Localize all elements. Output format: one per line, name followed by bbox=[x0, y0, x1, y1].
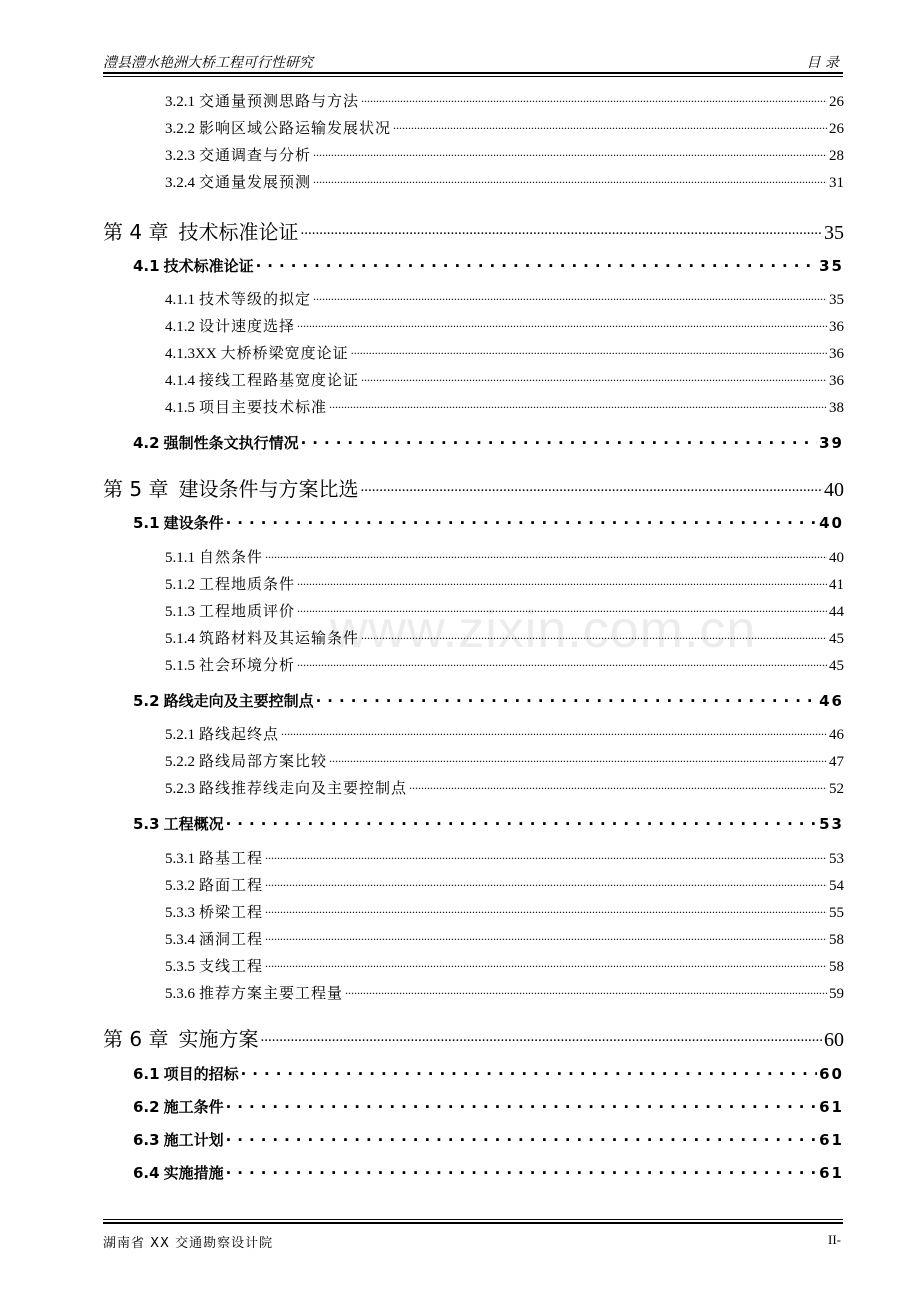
toc-entry-title: 交通调查与分析 bbox=[199, 146, 312, 164]
toc-entry-section[interactable] bbox=[133, 1162, 844, 1183]
toc-entry-title: 施工计划 bbox=[163, 1131, 224, 1149]
toc-entry-page: 40 bbox=[824, 479, 844, 501]
toc-entry-sub[interactable] bbox=[165, 342, 844, 363]
toc-dot-leader bbox=[265, 875, 827, 890]
toc-entry-label bbox=[165, 342, 349, 363]
toc-entry-number: 第 5 章 bbox=[103, 477, 169, 501]
toc-entry-sub[interactable] bbox=[165, 546, 844, 567]
toc-entry-number: 5.3 bbox=[133, 815, 160, 833]
toc-entry-page: 54 bbox=[829, 878, 844, 894]
toc-entry-title: 自然条件 bbox=[199, 548, 264, 566]
toc-entry-page: 26 bbox=[829, 94, 844, 110]
toc-entry-page: 36 bbox=[829, 373, 844, 389]
toc-entry-title: 影响区域公路运输发展状况 bbox=[199, 119, 392, 137]
toc-entry-label bbox=[103, 1023, 258, 1052]
toc-entry-number: 5.2.2 bbox=[165, 754, 195, 770]
toc-entry-sub[interactable] bbox=[165, 369, 844, 390]
toc-dot-leader bbox=[265, 929, 827, 944]
toc-entry-title: 设计速度选择 bbox=[199, 317, 296, 335]
toc-entry-number: 3.2.3 bbox=[165, 148, 195, 164]
toc-entry-title: 工程地质评价 bbox=[199, 602, 296, 620]
toc-entry-number: 4.1.4 bbox=[165, 373, 195, 389]
toc-dot-leader bbox=[300, 219, 822, 239]
page-header bbox=[103, 50, 843, 74]
toc-entry-label bbox=[165, 117, 391, 138]
toc-entry-section[interactable] bbox=[133, 690, 844, 711]
toc-entry-section[interactable] bbox=[133, 1129, 844, 1150]
toc-entry-label bbox=[133, 1162, 224, 1183]
toc-entry-label bbox=[165, 750, 327, 771]
toc-entry-label bbox=[133, 813, 224, 834]
toc-dot-leader bbox=[351, 343, 827, 358]
toc-entry-number: 5.2.1 bbox=[165, 727, 195, 743]
toc-entry-number: 5.2.3 bbox=[165, 781, 195, 797]
toc-entry-page: 36 bbox=[829, 346, 844, 362]
page-footer bbox=[103, 1222, 843, 1251]
toc-entry-label bbox=[165, 546, 263, 567]
toc-entry-number: 6.4 bbox=[133, 1164, 160, 1182]
toc-entry-page: 46 bbox=[819, 692, 844, 710]
toc-entry-chapter[interactable] bbox=[103, 1023, 844, 1052]
toc-dot-leader bbox=[329, 397, 827, 412]
toc-entry-title: 项目主要技术标准 bbox=[199, 398, 328, 416]
toc-entry-page: 55 bbox=[829, 905, 844, 921]
toc-entry-page: 60 bbox=[824, 1029, 844, 1051]
toc-dot-leader bbox=[345, 983, 827, 998]
toc-entry-sub[interactable] bbox=[165, 288, 844, 309]
toc-entry-page: 53 bbox=[819, 815, 844, 833]
toc-entry-page: 31 bbox=[829, 175, 844, 191]
toc-entry-chapter[interactable] bbox=[103, 473, 844, 502]
toc-entry-title: 路线推荐线走向及主要控制点 bbox=[199, 779, 408, 797]
toc-entry-label bbox=[165, 627, 359, 648]
toc-entry-number: 4.1.3XX bbox=[165, 346, 217, 362]
toc-dot-leader bbox=[297, 601, 827, 616]
toc-dot-leader bbox=[226, 1130, 818, 1145]
toc-entry-number: 6.2 bbox=[133, 1098, 160, 1116]
toc-entry-label bbox=[165, 874, 263, 895]
toc-entry-page: 44 bbox=[829, 604, 844, 620]
toc-entry-page: 52 bbox=[829, 781, 844, 797]
toc-entry-label bbox=[103, 473, 358, 502]
toc-entry-number: 5.3.3 bbox=[165, 905, 195, 921]
toc-entry-page: 59 bbox=[829, 986, 844, 1002]
toc-entry-number: 5.3.6 bbox=[165, 986, 195, 1002]
toc-entry-title: 交通量预测思路与方法 bbox=[199, 92, 360, 110]
toc-entry-title: 筑路材料及其运输条件 bbox=[199, 629, 360, 647]
toc-entry-sub[interactable] bbox=[165, 928, 844, 949]
toc-entry-title: 路线走向及主要控制点 bbox=[163, 692, 314, 710]
footer-org: 湖南省 XX 交通勘察设计院 bbox=[103, 1236, 274, 1251]
toc-dot-leader bbox=[313, 172, 827, 187]
toc-entry-number: 5.3.1 bbox=[165, 851, 195, 867]
toc-entry-sub[interactable] bbox=[165, 955, 844, 976]
toc-entry-number: 5.1 bbox=[133, 514, 160, 532]
toc-dot-leader bbox=[361, 370, 827, 385]
toc-entry-label bbox=[165, 90, 359, 111]
toc-entry-number: 5.3.5 bbox=[165, 959, 195, 975]
header-title: 澧县澧水艳洲大桥工程可行性研究 bbox=[103, 55, 313, 71]
toc-entry-sub[interactable] bbox=[165, 171, 844, 192]
toc-entry-sub[interactable] bbox=[165, 600, 844, 621]
toc-dot-leader bbox=[329, 751, 827, 766]
toc-entry-label bbox=[165, 928, 263, 949]
toc-entry-sub[interactable] bbox=[165, 117, 844, 138]
toc-entry-number: 4.1.1 bbox=[165, 292, 195, 308]
toc-entry-number: 4.1 bbox=[133, 257, 160, 275]
toc-entry-page: 58 bbox=[829, 959, 844, 975]
toc-dot-leader bbox=[297, 574, 827, 589]
toc-entry-label bbox=[133, 1063, 239, 1084]
toc-entry-sub[interactable] bbox=[165, 750, 844, 771]
toc-entry-title: 技术标准论证 bbox=[163, 257, 254, 275]
toc-dot-leader bbox=[409, 778, 827, 793]
toc-entry-label bbox=[133, 1096, 224, 1117]
toc-entry-number: 5.1.2 bbox=[165, 577, 195, 593]
toc-entry-label bbox=[165, 315, 295, 336]
toc-dot-leader bbox=[241, 1064, 818, 1079]
toc-dot-leader bbox=[301, 433, 818, 448]
toc-entry-sub[interactable] bbox=[165, 627, 844, 648]
toc-entry-title: 强制性条文执行情况 bbox=[163, 434, 299, 452]
toc-dot-leader bbox=[260, 1026, 822, 1046]
toc-entry-number: 5.1.1 bbox=[165, 550, 195, 566]
toc-entry-title: 实施方案 bbox=[178, 1027, 259, 1051]
toc-entry-number: 3.2.1 bbox=[165, 94, 195, 110]
toc-entry-label bbox=[133, 255, 254, 276]
toc-dot-leader bbox=[265, 902, 827, 917]
toc-entry-label bbox=[133, 1129, 224, 1150]
toc-entry-title: 路线起终点 bbox=[199, 725, 280, 743]
toc-dot-leader bbox=[226, 1163, 818, 1178]
toc-entry-label bbox=[165, 955, 263, 976]
toc-entry-title: 接线工程路基宽度论证 bbox=[199, 371, 360, 389]
toc-entry-label bbox=[165, 288, 311, 309]
toc-dot-leader bbox=[313, 145, 827, 160]
toc-entry-title: 社会环境分析 bbox=[199, 656, 296, 674]
toc-entry-number: 4.1.5 bbox=[165, 400, 195, 416]
toc-entry-title: 路面工程 bbox=[199, 876, 264, 894]
toc-entry-label bbox=[165, 396, 327, 417]
toc-dot-leader bbox=[256, 256, 818, 271]
toc-dot-leader bbox=[265, 547, 827, 562]
toc-entry-page: 28 bbox=[829, 148, 844, 164]
toc-entry-label bbox=[165, 600, 295, 621]
toc-entry-page: 38 bbox=[829, 400, 844, 416]
toc-entry-section[interactable] bbox=[133, 1063, 844, 1084]
toc-entry-sub[interactable] bbox=[165, 982, 844, 1003]
toc-entry-sub[interactable] bbox=[165, 654, 844, 675]
toc-entry-page: 35 bbox=[824, 222, 844, 244]
toc-dot-leader bbox=[281, 724, 827, 739]
header-section: 目 录 bbox=[806, 55, 839, 71]
toc-entry-title: 实施措施 bbox=[163, 1164, 224, 1182]
toc-entry-number: 5.1.3 bbox=[165, 604, 195, 620]
toc-entry-title: 施工条件 bbox=[163, 1098, 224, 1116]
toc-entry-title: 项目的招标 bbox=[163, 1065, 239, 1083]
toc-dot-leader bbox=[226, 814, 818, 829]
toc-entry-title: 涵洞工程 bbox=[199, 930, 264, 948]
toc-entry-title: 路线局部方案比较 bbox=[199, 752, 328, 770]
toc-entry-page: 40 bbox=[829, 550, 844, 566]
toc-entry-label bbox=[103, 216, 298, 245]
toc-entry-page: 26 bbox=[829, 121, 844, 137]
toc-entry-title: 路基工程 bbox=[199, 849, 264, 867]
toc-entry-title: 工程地质条件 bbox=[199, 575, 296, 593]
toc-entry-section[interactable] bbox=[133, 512, 844, 533]
toc-entry-page: 45 bbox=[829, 658, 844, 674]
toc-dot-leader bbox=[361, 91, 827, 106]
toc-entry-section[interactable] bbox=[133, 255, 844, 276]
toc-entry-label bbox=[165, 654, 295, 675]
toc-dot-leader bbox=[226, 1097, 818, 1112]
toc-entry-page: 53 bbox=[829, 851, 844, 867]
toc-entry-number: 6.1 bbox=[133, 1065, 160, 1083]
toc-entry-label bbox=[165, 144, 311, 165]
toc-entry-label bbox=[133, 432, 299, 453]
toc-entry-page: 39 bbox=[819, 434, 844, 452]
toc-entry-page: 47 bbox=[829, 754, 844, 770]
toc-entry-label bbox=[165, 777, 407, 798]
toc-entry-label bbox=[165, 573, 295, 594]
toc-entry-page: 61 bbox=[819, 1131, 844, 1149]
toc-dot-leader bbox=[265, 848, 827, 863]
toc-entry-sub[interactable] bbox=[165, 874, 844, 895]
toc-entry-title: 工程概况 bbox=[163, 815, 224, 833]
toc-entry-title: 大桥桥梁宽度论证 bbox=[220, 344, 349, 362]
toc-entry-section[interactable] bbox=[133, 1096, 844, 1117]
watermark: www.zixin.com.cn bbox=[330, 601, 757, 659]
toc-dot-leader bbox=[316, 691, 818, 706]
toc-entry-number: 6.3 bbox=[133, 1131, 160, 1149]
toc-entry-title: 技术等级的拟定 bbox=[199, 290, 312, 308]
toc-entry-page: 35 bbox=[819, 257, 844, 275]
toc-entry-page: 45 bbox=[829, 631, 844, 647]
toc-entry-title: 建设条件与方案比选 bbox=[178, 477, 359, 501]
toc-dot-leader bbox=[226, 513, 818, 528]
toc-dot-leader bbox=[297, 655, 827, 670]
toc-entry-sub[interactable] bbox=[165, 315, 844, 336]
toc-entry-label bbox=[165, 369, 359, 390]
toc-entry-page: 35 bbox=[829, 292, 844, 308]
toc-entry-number: 第 6 章 bbox=[103, 1027, 169, 1051]
toc-entry-sub[interactable] bbox=[165, 90, 844, 111]
toc-entry-title: 支线工程 bbox=[199, 957, 264, 975]
toc-entry-section[interactable] bbox=[133, 432, 844, 453]
toc-entry-number: 4.2 bbox=[133, 434, 160, 452]
toc-entry-number: 3.2.2 bbox=[165, 121, 195, 137]
toc-entry-title: 桥梁工程 bbox=[199, 903, 264, 921]
toc-dot-leader bbox=[360, 476, 822, 496]
toc-entry-number: 5.2 bbox=[133, 692, 160, 710]
toc-entry-label bbox=[165, 723, 279, 744]
toc-entry-page: 41 bbox=[829, 577, 844, 593]
toc-entry-sub[interactable] bbox=[165, 777, 844, 798]
toc-entry-page: 36 bbox=[829, 319, 844, 335]
toc-entry-sub[interactable] bbox=[165, 573, 844, 594]
toc-entry-page: 58 bbox=[829, 932, 844, 948]
toc-dot-leader bbox=[265, 956, 827, 971]
toc-entry-page: 40 bbox=[819, 514, 844, 532]
toc-entry-number: 5.3.2 bbox=[165, 878, 195, 894]
toc-entry-label bbox=[165, 901, 263, 922]
toc-entry-chapter[interactable] bbox=[103, 216, 844, 245]
toc-entry-label bbox=[133, 690, 314, 711]
toc-entry-page: 61 bbox=[819, 1164, 844, 1182]
toc-entry-sub[interactable] bbox=[165, 144, 844, 165]
toc-entry-section[interactable] bbox=[133, 813, 844, 834]
toc-entry-label bbox=[165, 982, 343, 1003]
toc-entry-title: 推荐方案主要工程量 bbox=[199, 984, 344, 1002]
toc-entry-sub[interactable] bbox=[165, 847, 844, 868]
toc-entry-title: 建设条件 bbox=[163, 514, 224, 532]
toc-entry-sub[interactable] bbox=[165, 396, 844, 417]
toc-dot-leader bbox=[361, 628, 827, 643]
toc-dot-leader bbox=[297, 316, 827, 331]
toc-entry-label bbox=[165, 847, 263, 868]
toc-entry-number: 第 4 章 bbox=[103, 220, 169, 244]
toc-entry-number: 5.1.4 bbox=[165, 631, 195, 647]
toc-entry-title: 技术标准论证 bbox=[178, 220, 299, 244]
toc-dot-leader bbox=[393, 118, 827, 133]
footer-page-number: II- bbox=[828, 1232, 841, 1247]
toc-entry-sub[interactable] bbox=[165, 723, 844, 744]
toc-entry-title: 交通量发展预测 bbox=[199, 173, 312, 191]
toc-entry-number: 3.2.4 bbox=[165, 175, 195, 191]
toc-entry-page: 60 bbox=[819, 1065, 844, 1083]
toc-entry-number: 5.3.4 bbox=[165, 932, 195, 948]
toc-entry-page: 46 bbox=[829, 727, 844, 743]
toc-dot-leader bbox=[313, 289, 827, 304]
toc-entry-page: 61 bbox=[819, 1098, 844, 1116]
toc-entry-sub[interactable] bbox=[165, 901, 844, 922]
toc-entry-number: 4.1.2 bbox=[165, 319, 195, 335]
toc-entry-label bbox=[165, 171, 311, 192]
toc-entry-number: 5.1.5 bbox=[165, 658, 195, 674]
toc-entry-label bbox=[133, 512, 224, 533]
